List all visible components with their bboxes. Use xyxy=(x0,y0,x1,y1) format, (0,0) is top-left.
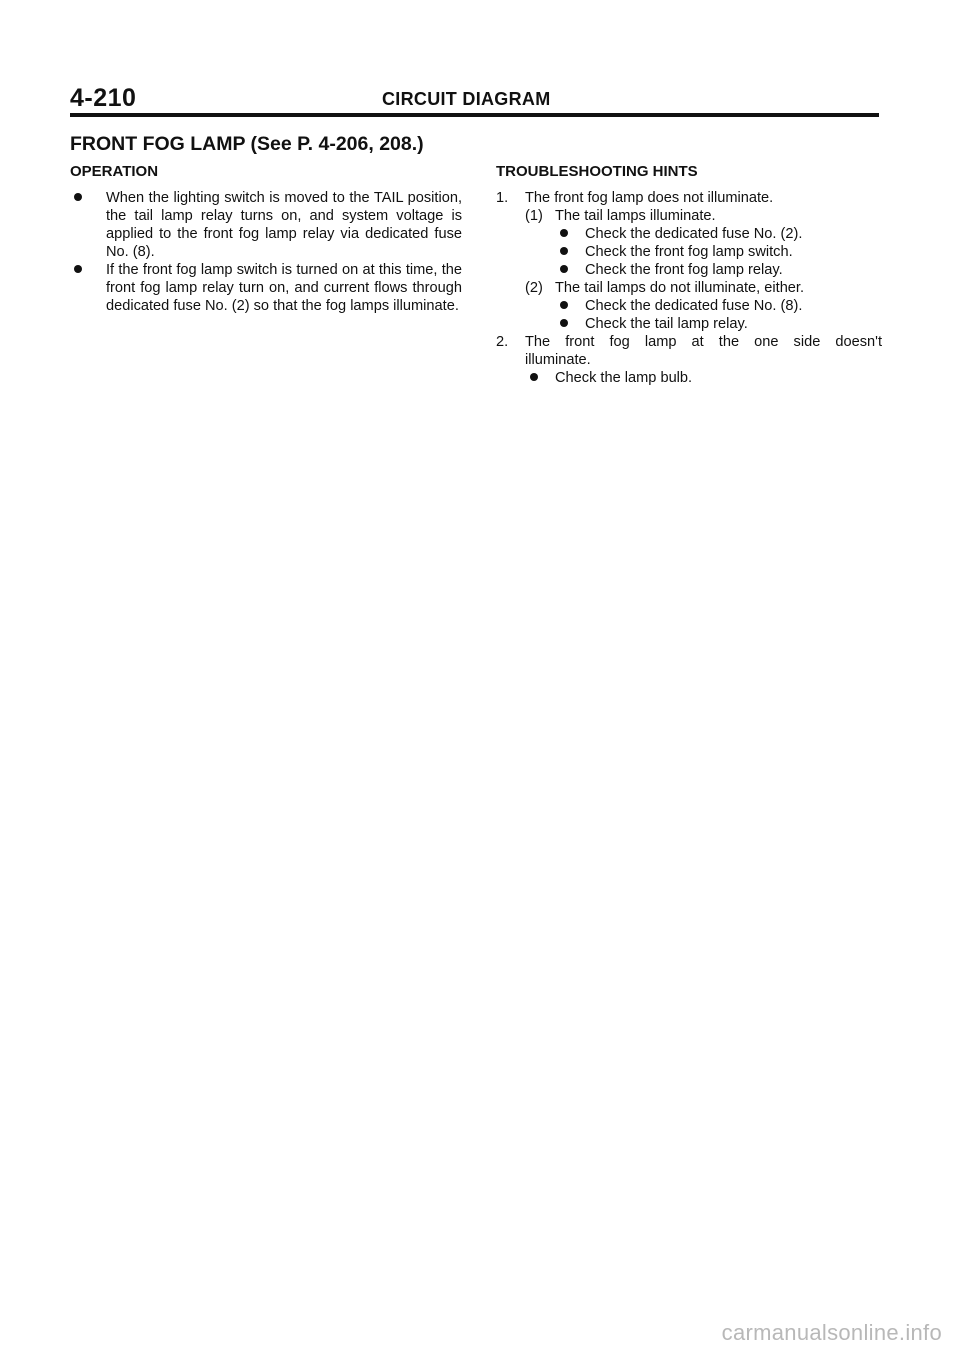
troubleshooting-item xyxy=(496,333,882,369)
check-text: Check the front fog lamp switch. xyxy=(585,244,793,260)
item-text-line1: The front fog lamp at the one side doesn't xyxy=(525,334,882,350)
bullet-icon xyxy=(560,265,568,273)
check-item xyxy=(496,225,882,243)
page-number: 4-210 xyxy=(70,84,137,112)
subitem-text: The tail lamps do not illuminate, either. xyxy=(555,280,805,296)
troubleshooting-heading: TROUBLESHOOTING HINTS xyxy=(496,163,698,180)
bullet-icon xyxy=(560,301,568,309)
subitem-number: (1) xyxy=(525,208,543,224)
operation-item xyxy=(70,189,462,261)
item-number: 1. xyxy=(496,190,509,206)
bullet-icon xyxy=(560,319,568,327)
troubleshooting-item xyxy=(496,189,882,207)
operation-item xyxy=(70,261,462,315)
operation-list xyxy=(70,189,462,315)
troubleshooting-subitem xyxy=(496,279,882,297)
operation-item-text: When the lighting switch is moved to the TAIL position, the tail lamp relay turns on, and system voltage is applied to the front fog lamp relay via dedicated fuse No. (8). xyxy=(106,190,462,260)
section-title: FRONT FOG LAMP (See P. 4-206, 208.) xyxy=(70,133,424,155)
troubleshooting-subitem xyxy=(496,207,882,225)
bullet-icon xyxy=(74,193,82,201)
bullet-icon xyxy=(74,265,82,273)
operation-item-text: If the front fog lamp switch is turned on at this time, the front fog lamp relay turn on, and current flows through dedicated fuse No. (2) so that the fog lamps illuminate. xyxy=(106,262,462,314)
item-number: 2. xyxy=(496,334,509,350)
item-text: The front fog lamp does not illuminate. xyxy=(525,190,774,206)
check-text: Check the lamp bulb. xyxy=(555,370,693,386)
check-item xyxy=(496,297,882,315)
check-item xyxy=(496,369,882,387)
header-rule xyxy=(70,113,879,117)
check-text: Check the front fog lamp relay. xyxy=(585,262,783,278)
operation-heading: OPERATION xyxy=(70,163,159,180)
header-title: CIRCUIT DIAGRAM xyxy=(382,89,551,109)
bullet-icon xyxy=(530,373,538,381)
subitem-number: (2) xyxy=(525,280,543,296)
bullet-icon xyxy=(560,247,568,255)
check-item xyxy=(496,243,882,261)
item-text-line2: illuminate. xyxy=(525,352,591,368)
bullet-icon xyxy=(560,229,568,237)
check-text: Check the tail lamp relay. xyxy=(585,316,748,332)
check-item xyxy=(496,261,882,279)
check-item xyxy=(496,315,882,333)
watermark-text: carmanualsonline.info xyxy=(721,1320,942,1345)
check-text: Check the dedicated fuse No. (8). xyxy=(585,298,803,314)
check-text: Check the dedicated fuse No. (2). xyxy=(585,226,803,242)
subitem-text: The tail lamps illuminate. xyxy=(555,208,716,224)
troubleshooting-column xyxy=(496,163,882,387)
operation-column xyxy=(70,163,462,315)
